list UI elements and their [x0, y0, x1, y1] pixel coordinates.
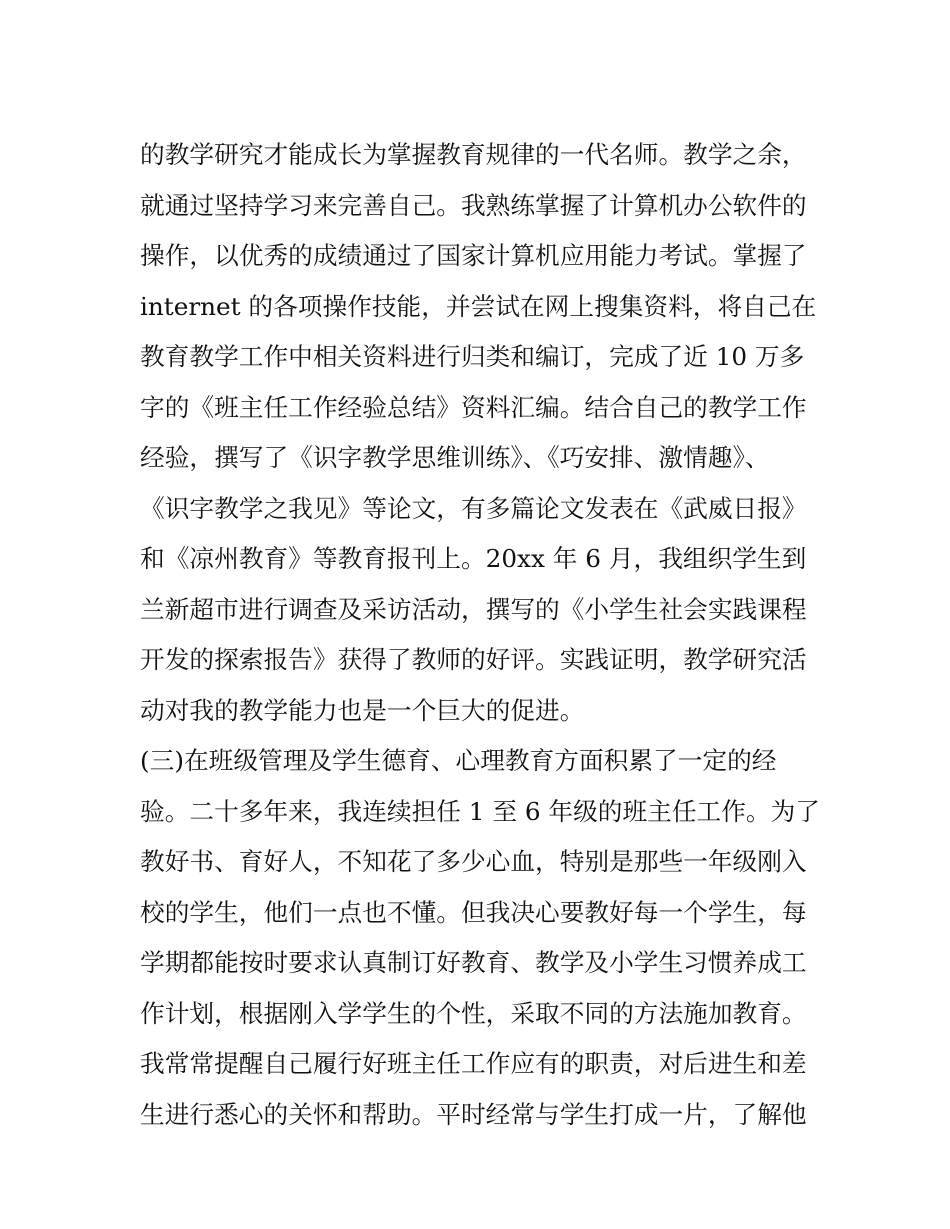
- text-line: 校的学生，他们一点也不懂。但我决心要教好每一个学生，每: [140, 897, 807, 927]
- document-body: [140, 130, 820, 1140]
- text-line: 的教学研究才能成长为掌握教育规律的一代名师。教学之余，: [140, 140, 807, 169]
- text-line: 我常常提醒自己履行好班主任工作应有的职责，对后进生和差: [140, 1049, 807, 1078]
- text-line: 就通过坚持学习来完善自己。我熟练掌握了计算机办公软件的: [140, 190, 807, 220]
- text-line: 学期都能按时要求认真制订好教育、教学及小学生习惯养成工: [140, 948, 807, 977]
- text-line: 和《凉州教育》等教育报刊上。20xx 年 6 月，我组织学生到: [140, 544, 807, 573]
- text-line: 经验，撰写了《识字教学思维训练》、《巧安排、激情趣》、: [140, 443, 770, 472]
- text-line: 作计划，根据刚入学学生的个性，采取不同的方法施加教育。: [140, 998, 807, 1028]
- text-line: 字的《班主任工作经验总结》资料汇编。结合自己的教学工作: [140, 392, 807, 422]
- text-line: 开发的探索报告》获得了教师的好评。实践证明，教学研究活: [140, 645, 807, 674]
- text-line: internet 的各项操作技能，并尝试在网上搜集资料，将自己在: [140, 291, 817, 321]
- text-line: 操作，以优秀的成绩通过了国家计算机应用能力考试。掌握了: [140, 241, 807, 270]
- text-line: 《识字教学之我见》等论文，有多篇论文发表在《武威日报》: [140, 493, 807, 523]
- text-line: 生进行悉心的关怀和帮助。平时经常与学生打成一片，了解他: [140, 1099, 807, 1129]
- text-line: 验。二十多年来，我连续担任 1 至 6 年级的班主任工作。为了: [140, 796, 820, 826]
- text-line: 教好书、育好人，不知花了多少心血，特别是那些一年级刚入: [140, 847, 807, 876]
- section-heading-line: (三)在班级管理及学生德育、心理教育方面积累了一定的经: [140, 746, 777, 775]
- text-line: 兰新超市进行调查及采访活动，撰写的《小学生社会实践课程: [140, 594, 807, 624]
- text-line: 教育教学工作中相关资料进行归类和编订，完成了近 10 万多: [140, 342, 805, 371]
- text-line: 动对我的教学能力也是一个巨大的促进。: [140, 695, 585, 725]
